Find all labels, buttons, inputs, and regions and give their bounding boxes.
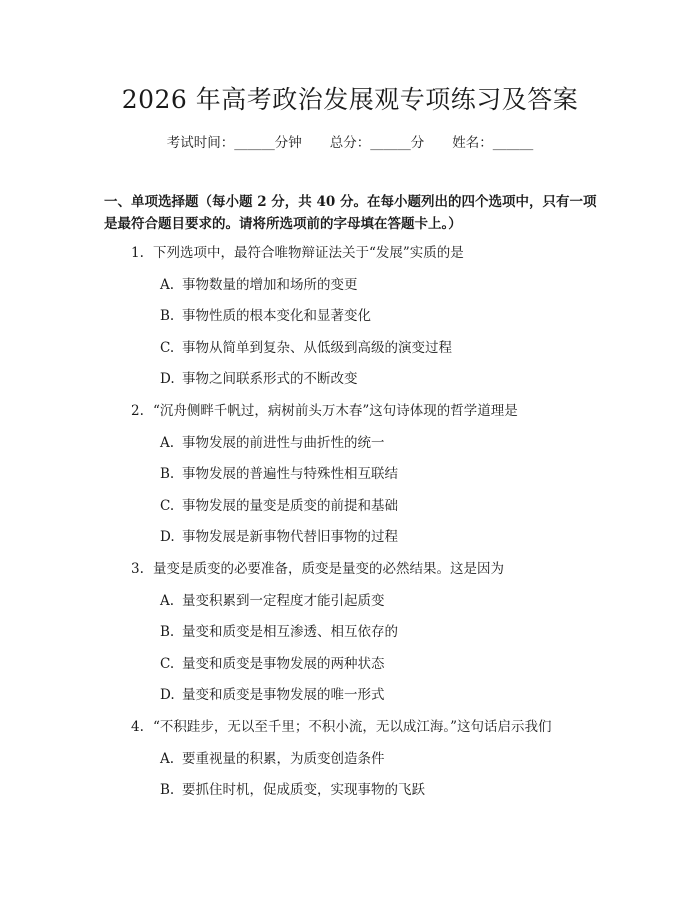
student-name-blank: ______ [492,135,534,151]
total-score-field [330,131,425,151]
option-text: 量变和质变是事物发展的唯一形式 [182,687,385,704]
option-a [131,433,601,465]
question-number: 3. [131,560,144,577]
option-b [131,780,601,812]
student-name-label: 姓名： [452,135,493,151]
option-text: 要抓住时机，促成质变，实现事物的飞跃 [182,782,425,799]
student-name-field [452,131,533,151]
option-a [131,275,601,307]
option-text: 事物发展是新事物代替旧事物的过程 [182,529,398,546]
option-letter: B. [160,624,175,641]
question-stem [131,401,601,433]
option-letter: A. [160,592,175,609]
option-letter: C. [160,497,175,514]
option-letter: D. [160,687,175,704]
question-number: 4. [131,718,144,735]
question-text: 量变是质变的必要准备，质变是量变的必然结果。这是因为 [153,560,504,577]
question-stem [131,717,601,749]
option-letter: D. [160,529,175,546]
total-score-blank: ______ [370,135,411,151]
exam-time-unit: 分钟 [274,135,302,151]
option-d [131,685,601,717]
exam-time-field [167,131,302,151]
exam-time-label: 考试时间： [166,135,235,151]
option-a [131,591,601,623]
option-text: 事物发展的量变是质变的前提和基础 [182,497,398,514]
question-list [131,243,601,812]
option-text: 事物性质的根本变化和显著变化 [182,308,371,325]
section-heading-line-2: 是最符合题目要求的。请将所选项前的字母填在答题卡上。） [104,216,462,232]
question-text: “沉舟侧畔千帆过，病树前头万木春”这句诗体现的哲学道理是 [153,402,518,419]
question-stem [131,243,601,275]
option-letter: C. [160,655,175,672]
page-title: 2026 年高考政治发展观专项练习及答案 [121,85,579,114]
option-text: 事物之间联系形式的不断改变 [182,371,358,388]
total-score-label: 总分： [329,135,371,151]
question-number: 2. [131,402,144,419]
option-letter: D. [160,371,175,388]
option-letter: A. [160,276,175,293]
option-a [131,749,601,781]
question-1 [131,243,601,401]
option-c [131,654,601,686]
section-heading [104,191,604,235]
exam-time-blank: ______ [234,135,275,151]
option-letter: B. [160,308,175,325]
option-d [131,527,601,559]
question-2 [131,401,601,559]
option-b [131,622,601,654]
question-text: “不积跬步，无以至千里；不积小流，无以成江海。”这句话启示我们 [153,718,552,735]
question-3 [131,559,601,717]
question-text: 下列选项中，最符合唯物辩证法关于“发展”实质的是 [153,245,464,261]
question-number: 1. [131,245,144,261]
option-b [131,306,601,338]
option-letter: B. [160,466,175,483]
exam-info-line [0,131,700,151]
option-letter: A. [160,434,175,451]
option-text: 事物数量的增加和场所的变更 [182,276,358,293]
option-text: 事物从简单到复杂、从低级到高级的演变过程 [182,339,452,356]
total-score-unit: 分 [410,135,425,151]
option-c [131,338,601,370]
option-text: 要重视量的积累，为质变创造条件 [182,750,385,767]
option-text: 事物发展的普遍性与特殊性相互联结 [182,466,398,483]
option-text: 量变和质变是相互渗透、相互依存的 [182,624,398,641]
option-text: 量变和质变是事物发展的两种状态 [182,655,385,672]
option-text: 量变积累到一定程度才能引起质变 [182,592,385,609]
option-letter: B. [160,782,175,799]
question-4 [131,717,601,812]
option-b [131,464,601,496]
option-c [131,496,601,528]
option-text: 事物发展的前进性与曲折性的统一 [182,434,385,451]
option-letter: C. [160,339,175,356]
question-stem [131,559,601,591]
option-d [131,369,601,401]
section-heading-line-1: 一、单项选择题（每小题 2 分，共 40 分。在每小题列出的四个选项中，只有一项 [104,194,597,210]
option-letter: A. [160,750,175,767]
